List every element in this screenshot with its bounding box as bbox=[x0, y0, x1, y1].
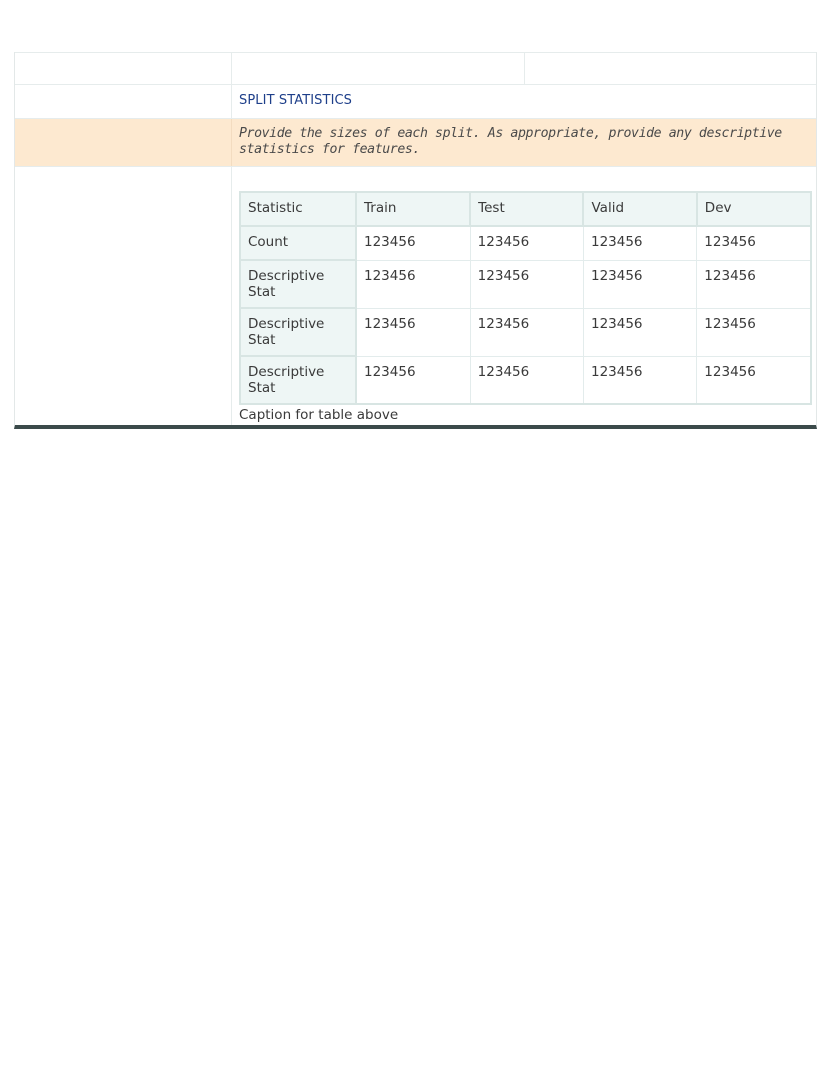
table-cell: 123456 bbox=[583, 308, 696, 356]
column-header: Statistic bbox=[240, 192, 356, 226]
header-right-cell bbox=[525, 53, 816, 84]
table-row bbox=[240, 308, 811, 356]
table-cell: 123456 bbox=[583, 260, 696, 308]
table-cell: 123456 bbox=[470, 308, 583, 356]
table-cell: 123456 bbox=[470, 260, 583, 308]
header-row bbox=[15, 52, 816, 84]
table-row bbox=[240, 260, 811, 308]
table-cell: 123456 bbox=[697, 260, 811, 308]
table-caption: Caption for table above bbox=[239, 407, 399, 423]
header-left-cell bbox=[15, 53, 232, 84]
table-cell: 123456 bbox=[356, 356, 470, 404]
column-header: Valid bbox=[583, 192, 696, 226]
header-middle-cell bbox=[232, 53, 525, 84]
column-header: Test bbox=[470, 192, 583, 226]
column-header: Dev bbox=[697, 192, 811, 226]
section-prompt: Provide the sizes of each split. As appropriate, provide any descriptive statistics for features. bbox=[239, 126, 782, 157]
column-header: Train bbox=[356, 192, 470, 226]
table-cell: 123456 bbox=[697, 356, 811, 404]
table-row bbox=[240, 226, 811, 260]
row-label: Descriptive Stat bbox=[240, 308, 356, 356]
table-cell: 123456 bbox=[470, 356, 583, 404]
row-label: Descriptive Stat bbox=[240, 356, 356, 404]
table-cell: 123456 bbox=[583, 226, 696, 260]
row-label: Count bbox=[240, 226, 356, 260]
content-right-cell bbox=[232, 167, 818, 425]
datacard-section bbox=[14, 52, 817, 429]
table-cell: 123456 bbox=[583, 356, 696, 404]
table-header-row bbox=[240, 192, 811, 226]
title-row bbox=[15, 84, 816, 118]
table-row bbox=[240, 356, 811, 404]
table-cell: 123456 bbox=[470, 226, 583, 260]
prompt-left-cell bbox=[15, 119, 232, 166]
split-statistics-table bbox=[239, 191, 812, 405]
row-label: Descriptive Stat bbox=[240, 260, 356, 308]
table-cell: 123456 bbox=[356, 260, 470, 308]
table-cell: 123456 bbox=[697, 308, 811, 356]
table-cell: 123456 bbox=[356, 308, 470, 356]
table-cell: 123456 bbox=[697, 226, 811, 260]
section-title: SPLIT STATISTICS bbox=[239, 93, 353, 108]
prompt-row bbox=[15, 118, 816, 166]
content-left-cell bbox=[15, 167, 232, 425]
table-cell: 123456 bbox=[356, 226, 470, 260]
title-left-cell bbox=[15, 85, 232, 118]
content-row bbox=[15, 166, 816, 425]
